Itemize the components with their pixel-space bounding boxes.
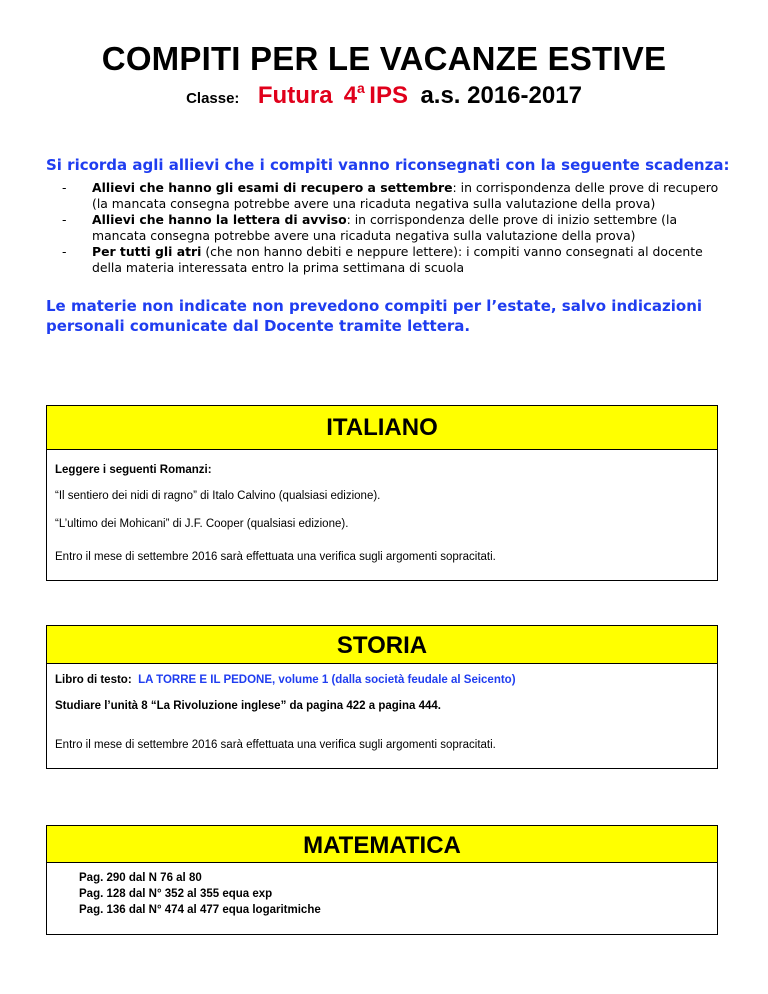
italiano-verifica: Entro il mese di settembre 2016 sarà effettuata una verifica sugli argomenti sopracitati. xyxy=(55,551,496,563)
storia-libro xyxy=(55,674,516,686)
matematica-line: Pag. 128 dal N° 352 al 355 equa exp xyxy=(79,888,273,900)
matematica-line: Pag. 136 dal N° 474 al 477 equa logaritmiche xyxy=(79,904,321,916)
italiano-book-2: “L’ultimo dei Mohicani” di J.F. Cooper (qualsiasi edizione). xyxy=(55,518,349,530)
school-year: a.s. 2016-2017 xyxy=(420,82,582,109)
page-title: COMPITI PER LE VACANZE ESTIVE xyxy=(101,40,667,77)
deadline-list xyxy=(62,180,722,276)
reminder-heading: Si ricorda agli allievi che i compiti vanno riconsegnati con la seguente scadenza: xyxy=(46,156,730,174)
matematica-line: Pag. 290 dal N 76 al 80 xyxy=(79,872,202,884)
class-grade: 4 xyxy=(343,82,358,109)
matematica-heading: MATEMATICA xyxy=(47,826,717,863)
italiano-box xyxy=(46,405,718,581)
storia-verifica: Entro il mese di settembre 2016 sarà effettuata una verifica sugli argomenti sopracitati. xyxy=(55,739,496,751)
class-name: Futura xyxy=(257,82,333,109)
class-grade-sup: a xyxy=(357,80,365,96)
deadline-item: - Per tutti gli atri (che non hanno debiti e neppure lettere): i compiti vanno consegnati al docente della materia interessata entro la prima settimana di scuola xyxy=(62,244,722,276)
class-line xyxy=(0,80,768,110)
italiano-heading: ITALIANO xyxy=(47,406,717,450)
matematica-box xyxy=(46,825,718,935)
deadline-item: - Allievi che hanno la lettera di avviso: in corrispondenza delle prove di inizio settembre (la mancata consegna potrebbe avere una ricaduta negativa sulla valutazione della prova) xyxy=(62,212,722,244)
storia-studiare: Studiare l’unità 8 “La Rivoluzione inglese” da pagina 422 a pagina 444. xyxy=(55,700,441,712)
deadline-item: - Allievi che hanno gli esami di recupero a settembre: in corrispondenza delle prove di recupero (la mancata consegna potrebbe avere una ricaduta negativa sulla valutazione della prova) xyxy=(62,180,722,212)
storia-heading: STORIA xyxy=(47,626,717,664)
storia-libro-title: LA TORRE E IL PEDONE, volume 1 (dalla società feudale al Seicento) xyxy=(138,674,516,686)
subjects-note: Le materie non indicate non prevedono compiti per l’estate, salvo indicazioni personali comunicate dal Docente tramite lettera. xyxy=(46,297,703,335)
italiano-intro: Leggere i seguenti Romanzi: xyxy=(55,464,212,476)
storia-box xyxy=(46,625,718,769)
class-track: IPS xyxy=(369,82,408,109)
italiano-book-1: “Il sentiero dei nidi di ragno” di Italo Calvino (qualsiasi edizione). xyxy=(55,490,381,502)
class-label: Classe: xyxy=(186,90,240,107)
storia-libro-label: Libro di testo: xyxy=(55,674,132,686)
